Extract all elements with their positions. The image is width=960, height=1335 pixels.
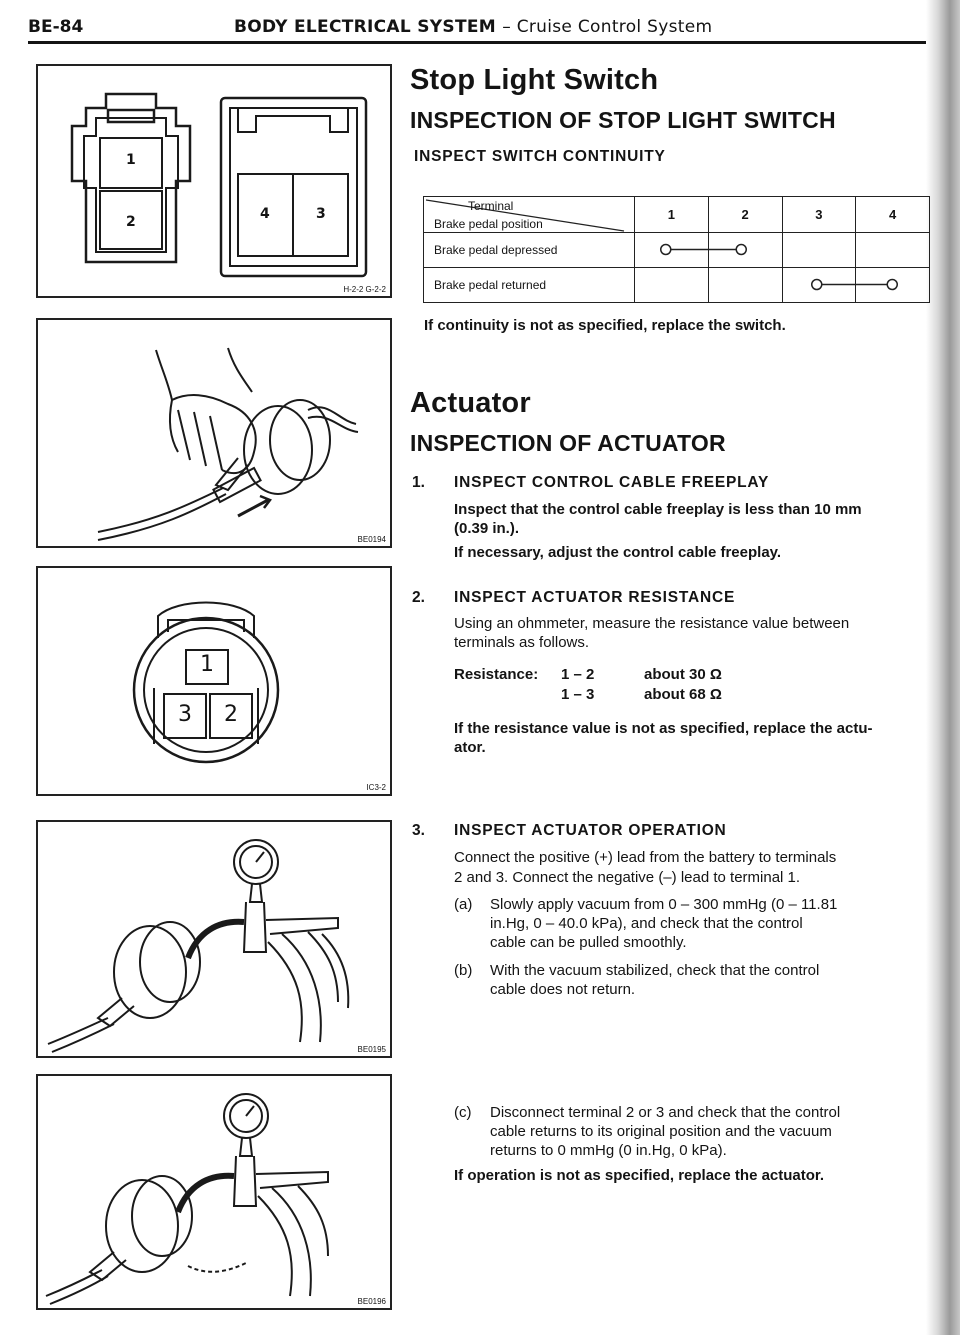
- table-row: [424, 268, 930, 303]
- terminal-label: 1: [200, 652, 214, 677]
- subsection-title-actuator: INSPECTION OF ACTUATOR: [410, 430, 726, 456]
- step-text: Using an ohmmeter, measure the resistance value between: [454, 615, 850, 632]
- terminal-label: 2: [126, 214, 136, 230]
- terminal-label: 3: [316, 206, 326, 222]
- step-text: 2 and 3. Connect the negative (–) lead to terminal 1.: [454, 869, 801, 886]
- cable-freeplay-illustration: [38, 320, 390, 546]
- header-title-main: BODY ELECTRICAL SYSTEM: [234, 17, 496, 37]
- page-header-title: [234, 17, 712, 37]
- substep-text: Disconnect terminal 2 or 3 and check that the control: [490, 1104, 841, 1121]
- figure-switch-connector: [36, 64, 392, 298]
- table-column-header: 3: [782, 197, 856, 233]
- step-title-continuity: INSPECT SWITCH CONTINUITY: [414, 148, 666, 165]
- resistance-terminals: 1 – 2: [561, 666, 595, 683]
- table-row: [424, 233, 930, 268]
- resistance-terminals: 1 – 3: [561, 686, 595, 703]
- resistance-label: Resistance:: [454, 666, 539, 683]
- resistance-value: about 30 Ω: [644, 666, 722, 683]
- page-number: BE-84: [28, 17, 84, 37]
- table-row-label: Brake pedal depressed: [424, 233, 635, 268]
- table-column-header: 4: [856, 197, 930, 233]
- figure-code: H-2-2 G-2-2: [343, 285, 386, 294]
- header-rule: [28, 41, 933, 44]
- connector-diagram: [38, 66, 390, 296]
- substep-label: (a): [454, 896, 473, 913]
- step-title: INSPECT ACTUATOR OPERATION: [454, 822, 727, 839]
- table-corner-cell: [424, 197, 635, 233]
- operation-note: If operation is not as specified, replace the actuator.: [454, 1167, 825, 1184]
- step-text: Inspect that the control cable freeplay is less than 10 mm: [454, 501, 862, 518]
- step-title: INSPECT ACTUATOR RESISTANCE: [454, 589, 736, 606]
- terminal-label: 2: [224, 702, 238, 727]
- step-text: Connect the positive (+) lead from the battery to terminals: [454, 849, 837, 866]
- corner-label-pedal-position: Brake pedal position: [434, 216, 543, 231]
- substep-label: (b): [454, 962, 473, 979]
- subsection-title-stop-light: INSPECTION OF STOP LIGHT SWITCH: [410, 107, 836, 133]
- actuator-connector-diagram: [38, 568, 390, 794]
- step-title: INSPECT CONTROL CABLE FREEPLAY: [454, 474, 770, 491]
- table-row-label: Brake pedal returned: [424, 268, 635, 303]
- terminal-label: 1: [126, 152, 136, 168]
- step-text: If necessary, adjust the control cable freeplay.: [454, 544, 782, 561]
- figure-code: IC3-2: [366, 783, 386, 792]
- step-number: 3.: [412, 822, 425, 839]
- step-text: ator.: [454, 739, 486, 756]
- table-column-header: 1: [635, 197, 709, 233]
- terminal-label: 3: [178, 702, 192, 727]
- substep-text: cable does not return.: [490, 981, 636, 998]
- resistance-value: about 68 Ω: [644, 686, 722, 703]
- figure-code: BE0195: [357, 1045, 386, 1054]
- cable-return-illustration: [38, 1076, 390, 1308]
- step-text: terminals as follows.: [454, 634, 590, 651]
- substep-text: cable can be pulled smoothly.: [490, 934, 687, 951]
- section-title-stop-light: Stop Light Switch: [410, 64, 659, 96]
- substep-text: cable returns to its original position and the vacuum: [490, 1123, 832, 1140]
- step-number: 2.: [412, 589, 425, 606]
- substep-text: Slowly apply vacuum from 0 – 300 mmHg (0 – 11.81: [490, 896, 838, 913]
- figure-vacuum-test: [36, 820, 392, 1058]
- continuity-note: If continuity is not as specified, replace the switch.: [424, 317, 786, 334]
- step-text: If the resistance value is not as specified, replace the actu-: [454, 720, 873, 737]
- substep-text: returns to 0 mmHg (0 in.Hg, 0 kPa).: [490, 1142, 727, 1159]
- page-binding-shadow: [926, 0, 960, 1335]
- section-title-actuator: Actuator: [410, 387, 531, 419]
- vacuum-pump-illustration: [38, 822, 390, 1056]
- substep-label: (c): [454, 1104, 472, 1121]
- substep-text: With the vacuum stabilized, check that the control: [490, 962, 820, 979]
- step-number: 1.: [412, 474, 425, 491]
- figure-actuator-connector: [36, 566, 392, 796]
- header-title-sub: – Cruise Control System: [502, 17, 713, 37]
- step-text: (0.39 in.).: [454, 520, 520, 537]
- terminal-label: 4: [260, 206, 270, 222]
- figure-code: BE0194: [357, 535, 386, 544]
- figure-cable-freeplay: [36, 318, 392, 548]
- continuity-table: [423, 196, 930, 302]
- substep-text: in.Hg, 0 – 40.0 kPa), and check that the control: [490, 915, 803, 932]
- corner-label-terminal: Terminal: [468, 198, 514, 213]
- table-column-header: 2: [708, 197, 782, 233]
- figure-cable-return-test: [36, 1074, 392, 1310]
- figure-code: BE0196: [357, 1297, 386, 1306]
